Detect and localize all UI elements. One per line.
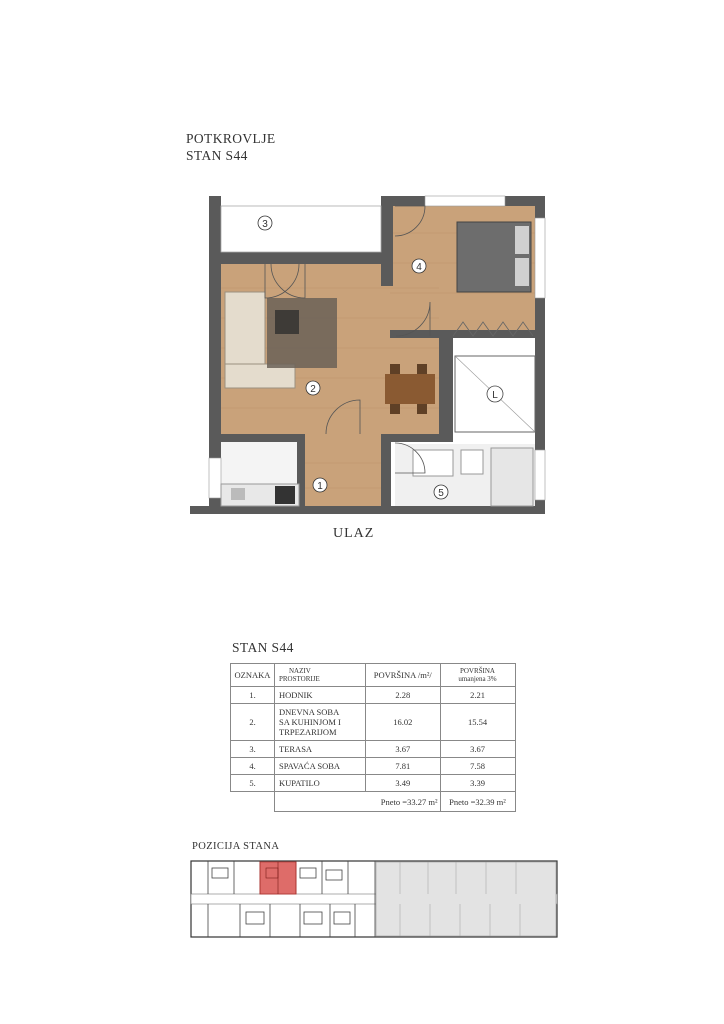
table-title: STAN S44 xyxy=(232,640,294,655)
room-table xyxy=(230,663,516,812)
position-title: POZICIJA STANA xyxy=(192,841,280,852)
table-row: 4. SPAVAĆA SOBA 7.81 7.58 xyxy=(231,758,516,775)
dining-table xyxy=(385,374,435,404)
header-oznaka: OZNAKA xyxy=(231,664,275,687)
floor-plan xyxy=(185,188,550,523)
bed xyxy=(457,222,531,292)
room-number-3: 3 xyxy=(262,219,268,230)
table-row: 1. HODNIK 2.28 2.21 xyxy=(231,687,516,704)
table-total-row xyxy=(231,792,516,812)
apartment-label: STAN S44 xyxy=(186,148,248,163)
other-section xyxy=(376,862,556,936)
coffee-table xyxy=(275,310,299,334)
header-umanjena: POVRŠINA umanjena 3% xyxy=(440,664,515,687)
table-row: 5. KUPATILO 3.49 3.39 xyxy=(231,775,516,792)
total-area: Pneto =33.27 m² xyxy=(366,792,441,812)
header-naziv: NAZIV PROSTORIJE xyxy=(275,664,366,687)
plan-title xyxy=(186,130,276,164)
floor-label: POTKROVLJE xyxy=(186,131,276,146)
total-reduced: Pneto =32.39 m² xyxy=(440,792,515,812)
kitchen-counter xyxy=(221,484,299,506)
header-povrsina: POVRŠINA /m²/ xyxy=(366,664,441,687)
table-row: 2. DNEVNA SOBA SA KUHINJOM I TRPEZARIJOM 16.02 15.54 xyxy=(231,704,516,741)
room-number-2: 2 xyxy=(310,384,316,395)
hallway-floor xyxy=(305,434,387,512)
table-header-row xyxy=(231,664,516,687)
building-position-plan xyxy=(190,860,558,938)
table-row: 3. TERASA 3.67 3.67 xyxy=(231,741,516,758)
room-number-1: 1 xyxy=(317,481,323,492)
elevator-label: L xyxy=(492,390,498,401)
room-number-4: 4 xyxy=(416,262,422,273)
entry-label: ULAZ xyxy=(333,526,375,541)
room-number-5: 5 xyxy=(438,488,444,499)
